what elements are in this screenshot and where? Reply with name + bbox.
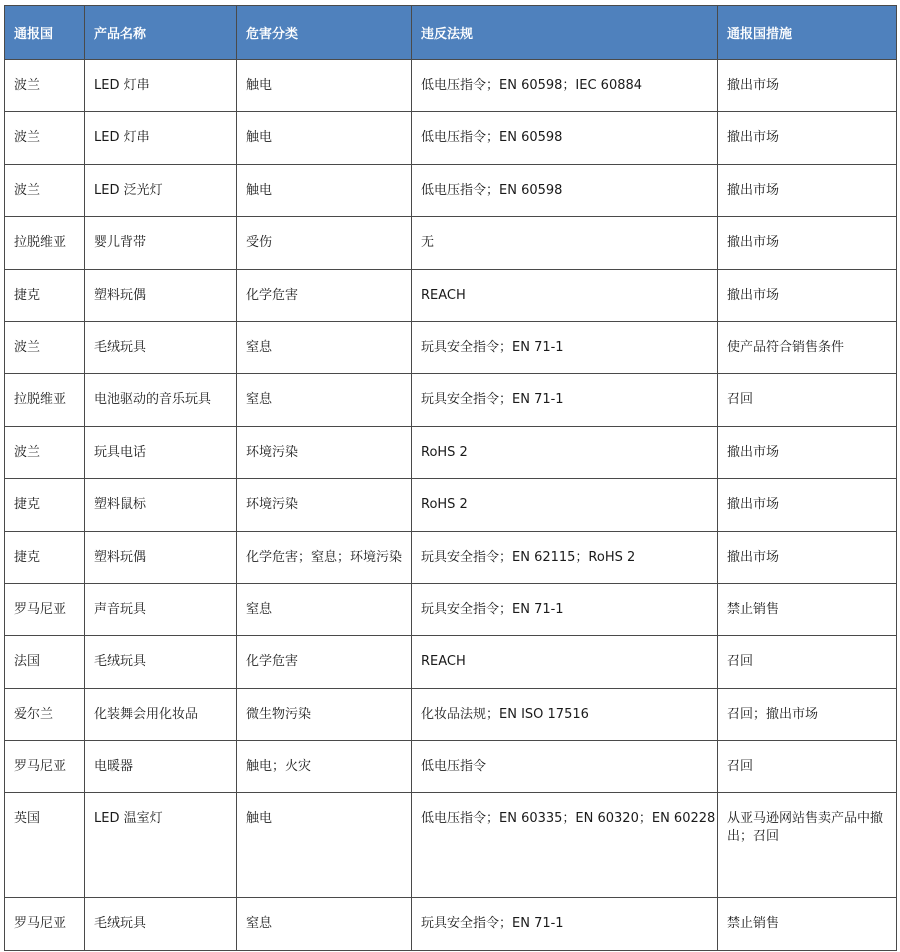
table-row	[5, 479, 897, 531]
cell-measure: 撤出市场	[718, 426, 897, 478]
table-row	[5, 112, 897, 164]
cell-hazard: 触电	[237, 60, 412, 112]
cell-regulation: 玩具安全指令；EN 71-1	[412, 583, 718, 635]
table-row	[5, 898, 897, 950]
cell-product: LED 温室灯	[85, 793, 237, 898]
cell-product: 塑料玩偶	[85, 531, 237, 583]
cell-regulation: RoHS 2	[412, 426, 718, 478]
cell-product: 化装舞会用化妆品	[85, 688, 237, 740]
cell-product: 声音玩具	[85, 583, 237, 635]
cell-product: 塑料鼠标	[85, 479, 237, 531]
cell-measure: 撤出市场	[718, 479, 897, 531]
cell-country: 捷克	[5, 531, 85, 583]
cell-regulation: 玩具安全指令；EN 71-1	[412, 898, 718, 950]
cell-product: 电暖器	[85, 741, 237, 793]
cell-measure: 召回	[718, 636, 897, 688]
cell-product: 玩具电话	[85, 426, 237, 478]
cell-hazard: 受伤	[237, 217, 412, 269]
cell-regulation: 化妆品法规；EN ISO 17516	[412, 688, 718, 740]
cell-country: 拉脱维亚	[5, 217, 85, 269]
header-hazard: 危害分类	[237, 6, 412, 60]
cell-country: 爱尔兰	[5, 688, 85, 740]
cell-measure: 使产品符合销售条件	[718, 321, 897, 373]
cell-regulation: 玩具安全指令；EN 71-1	[412, 321, 718, 373]
measure-line: 从亚马逊网站售卖产品中撤	[727, 811, 884, 827]
cell-regulation: 低电压指令；EN 60598	[412, 112, 718, 164]
cell-product: 毛绒玩具	[85, 636, 237, 688]
header-product: 产品名称	[85, 6, 237, 60]
cell-country: 波兰	[5, 112, 85, 164]
cell-hazard: 窒息	[237, 374, 412, 426]
cell-country: 法国	[5, 636, 85, 688]
cell-measure: 禁止销售	[718, 898, 897, 950]
cell-measure: 撤出市场	[718, 112, 897, 164]
table-row	[5, 531, 897, 583]
cell-regulation: 低电压指令	[412, 741, 718, 793]
cell-product: 塑料玩偶	[85, 269, 237, 321]
cell-hazard: 环境污染	[237, 479, 412, 531]
cell-regulation: REACH	[412, 636, 718, 688]
cell-hazard: 窒息	[237, 583, 412, 635]
cell-country: 英国	[5, 793, 85, 898]
cell-regulation: RoHS 2	[412, 479, 718, 531]
table-row	[5, 741, 897, 793]
table-row	[5, 164, 897, 216]
cell-hazard: 微生物污染	[237, 688, 412, 740]
header-regulation: 违反法规	[412, 6, 718, 60]
table-row	[5, 426, 897, 478]
table-row	[5, 269, 897, 321]
cell-hazard: 化学危害	[237, 636, 412, 688]
cell-measure: 撤出市场	[718, 269, 897, 321]
cell-country: 波兰	[5, 164, 85, 216]
measure-line: 出；召回	[727, 829, 780, 845]
table-row	[5, 217, 897, 269]
cell-product: LED 泛光灯	[85, 164, 237, 216]
cell-measure: 召回；撤出市场	[718, 688, 897, 740]
cell-product: 毛绒玩具	[85, 898, 237, 950]
cell-product: LED 灯串	[85, 60, 237, 112]
cell-country: 波兰	[5, 60, 85, 112]
cell-hazard: 窒息	[237, 898, 412, 950]
cell-regulation: 玩具安全指令；EN 71-1	[412, 374, 718, 426]
cell-hazard: 触电	[237, 112, 412, 164]
cell-product: 婴儿背带	[85, 217, 237, 269]
cell-measure: 召回	[718, 741, 897, 793]
cell-hazard: 窒息	[237, 321, 412, 373]
table-row	[5, 583, 897, 635]
cell-hazard: 触电	[237, 164, 412, 216]
cell-regulation: 低电压指令；EN 60335；EN 60320；EN 60228	[412, 793, 718, 898]
cell-country: 捷克	[5, 269, 85, 321]
cell-country: 波兰	[5, 426, 85, 478]
header-measure: 通报国措施	[718, 6, 897, 60]
header-row	[5, 6, 897, 60]
cell-measure: 禁止销售	[718, 583, 897, 635]
cell-country: 罗马尼亚	[5, 898, 85, 950]
cell-country: 罗马尼亚	[5, 741, 85, 793]
table-row	[5, 636, 897, 688]
table-row	[5, 374, 897, 426]
cell-regulation: 玩具安全指令；EN 62115；RoHS 2	[412, 531, 718, 583]
header-country: 通报国	[5, 6, 85, 60]
cell-country: 罗马尼亚	[5, 583, 85, 635]
cell-regulation: 低电压指令；EN 60598	[412, 164, 718, 216]
cell-regulation: REACH	[412, 269, 718, 321]
table-row	[5, 688, 897, 740]
cell-product: 电池驱动的音乐玩具	[85, 374, 237, 426]
cell-measure	[718, 793, 897, 898]
cell-measure: 撤出市场	[718, 164, 897, 216]
cell-country: 捷克	[5, 479, 85, 531]
cell-regulation: 低电压指令；EN 60598；IEC 60884	[412, 60, 718, 112]
cell-product: 毛绒玩具	[85, 321, 237, 373]
cell-measure: 撤出市场	[718, 217, 897, 269]
recall-table	[4, 5, 897, 951]
table-row	[5, 321, 897, 373]
cell-measure: 撤出市场	[718, 531, 897, 583]
table-row	[5, 60, 897, 112]
cell-hazard: 化学危害	[237, 269, 412, 321]
cell-product: LED 灯串	[85, 112, 237, 164]
cell-regulation: 无	[412, 217, 718, 269]
cell-measure: 召回	[718, 374, 897, 426]
cell-country: 波兰	[5, 321, 85, 373]
table-row	[5, 793, 897, 898]
cell-country: 拉脱维亚	[5, 374, 85, 426]
cell-hazard: 触电；火灾	[237, 741, 412, 793]
cell-measure: 撤出市场	[718, 60, 897, 112]
cell-hazard: 触电	[237, 793, 412, 898]
cell-hazard: 环境污染	[237, 426, 412, 478]
cell-hazard: 化学危害；窒息；环境污染	[237, 531, 412, 583]
